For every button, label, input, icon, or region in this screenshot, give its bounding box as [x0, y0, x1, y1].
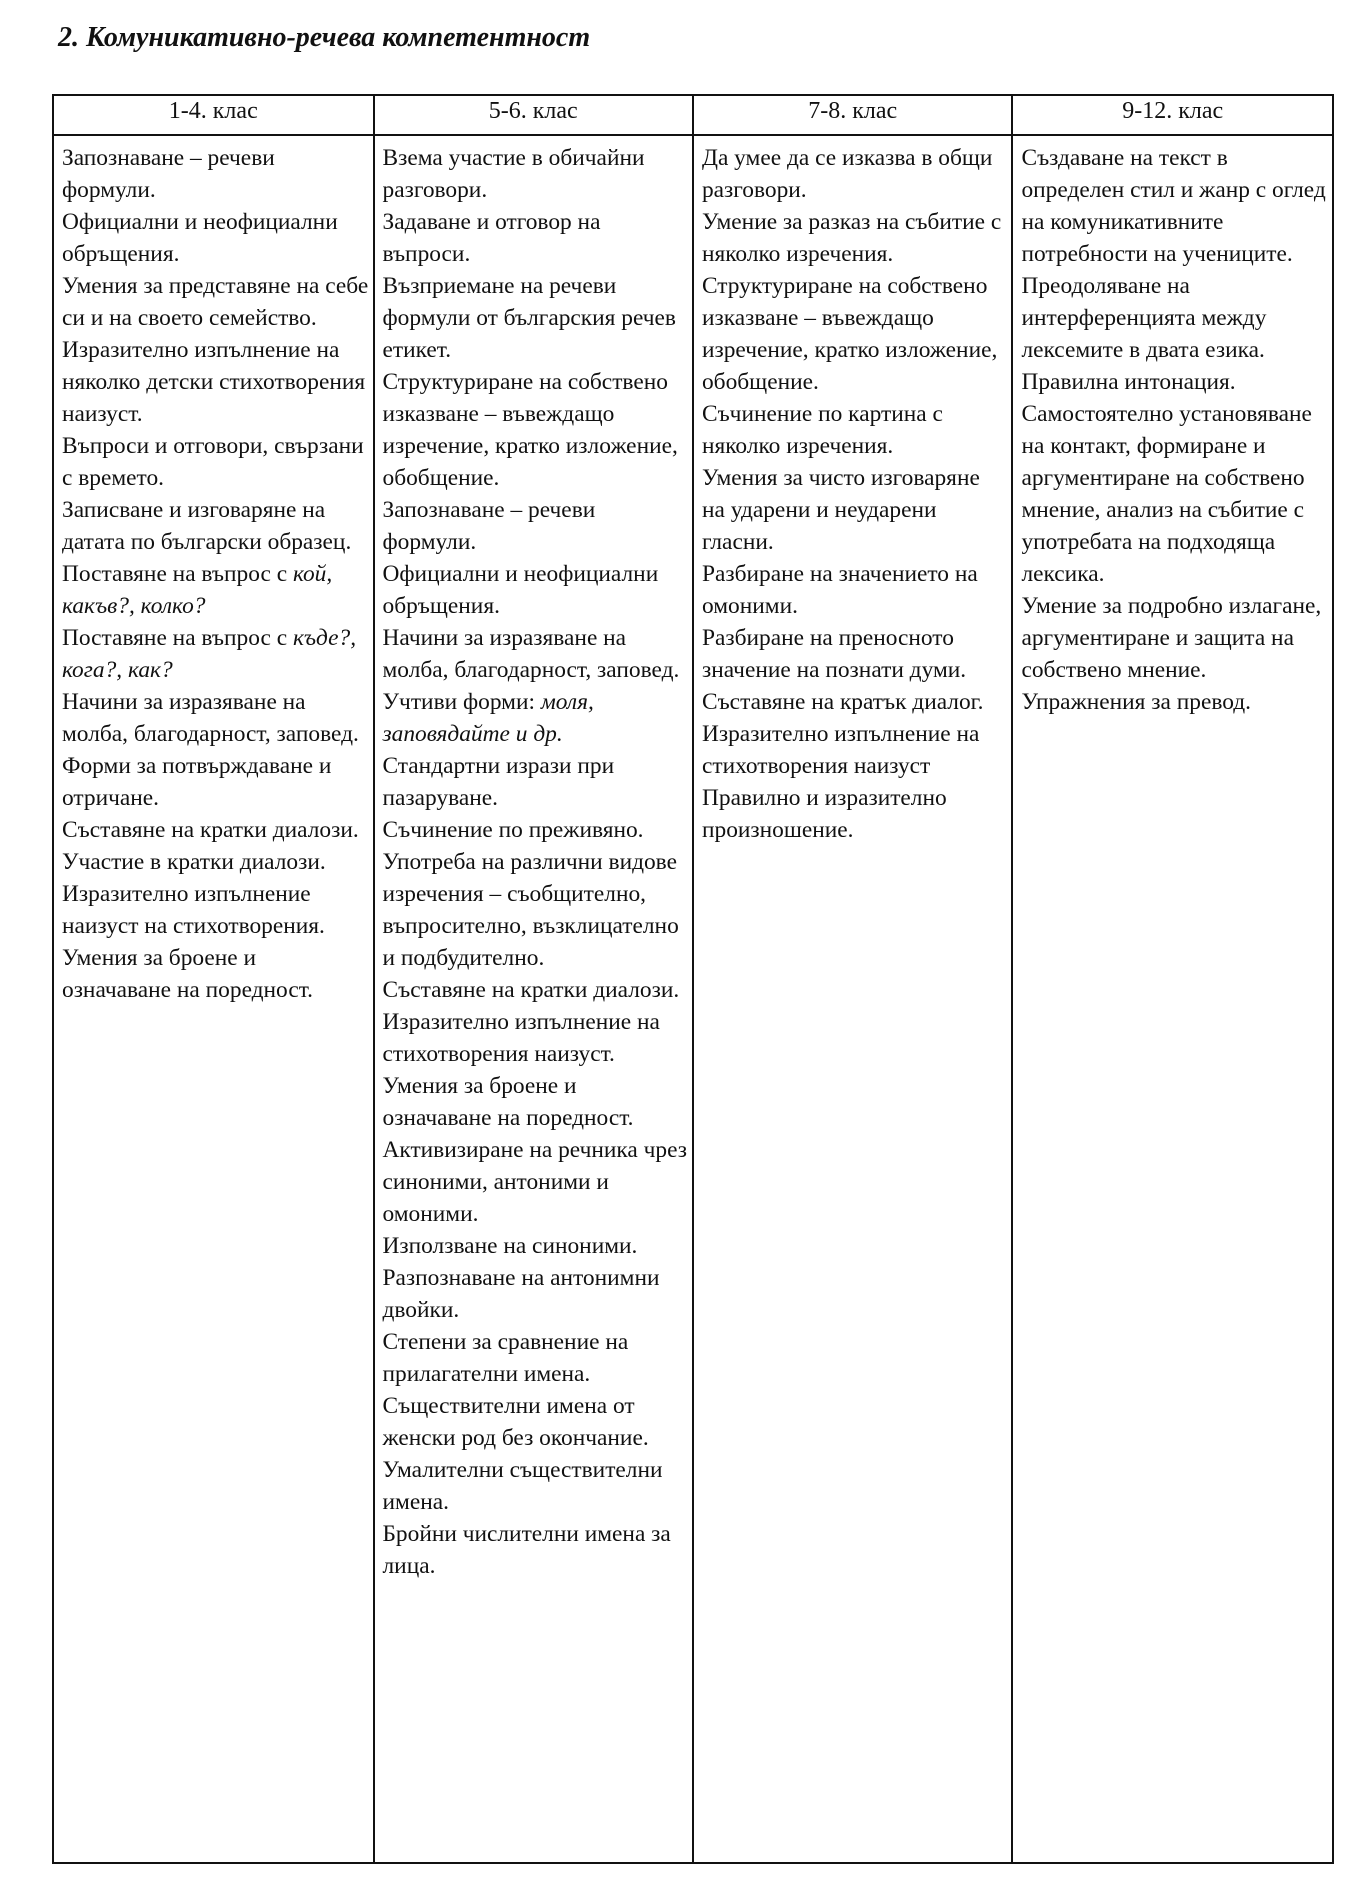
list-item: [62, 430, 369, 494]
list-item: [1021, 366, 1328, 398]
list-item: [1021, 142, 1328, 270]
item-text: Структуриране на собствено изказване – въвеждащо изречение, кратко изложение, обобщение.: [701, 273, 998, 395]
item-text: Разпознаване на антонимни двойки.: [382, 1265, 660, 1323]
list-item: [383, 206, 688, 270]
column-header-grades-7-8: 7-8. клас: [693, 95, 1012, 135]
item-text: Умения за чисто изговаряне на ударени и неударени гласни.: [701, 465, 980, 555]
item-text: Самостоятелно установяване на контакт, формиране и аргументиране на собствено мнение, анализ на събитие с употребата на подходяща лексика.: [1021, 401, 1312, 587]
item-text: Начини за изразяване на молба, благодарност, заповед.: [62, 689, 359, 747]
content-row: [53, 135, 1333, 1863]
list-item: [383, 846, 688, 974]
list-item: [62, 622, 369, 686]
list-item: [1021, 270, 1328, 366]
list-item: [702, 622, 1007, 686]
item-text: Изразително изпълнение на стихотворения наизуст Правилно и изразително произношение.: [701, 721, 980, 843]
item-text: Въпроси и отговори, свързани с времето.: [62, 433, 364, 491]
list-item: [383, 1518, 688, 1582]
item-text: Изразително изпълнение на стихотворения наизуст. Умения за броене и означаване на поредност.: [382, 1009, 660, 1131]
item-emphasis: кой, какъв?, колко?: [62, 561, 333, 619]
column-header-grades-9-12: 9-12. клас: [1012, 95, 1333, 135]
item-text: Използване на синоними.: [382, 1233, 638, 1259]
list-item: [62, 750, 369, 814]
skill-list: [702, 142, 1007, 846]
list-item: [383, 750, 688, 814]
list-item: [383, 622, 688, 686]
item-text: Преодоляване на интерференцията между лексемите в двата езика.: [1021, 273, 1267, 363]
item-text: Съставяне на кратки диалози.: [62, 817, 359, 843]
item-text: Умения за броене и означаване на поредност.: [62, 945, 314, 1003]
list-item: [702, 686, 1007, 718]
item-text: Умения за представяне на себе си и на своето семейство.: [62, 273, 369, 331]
list-item: [383, 494, 688, 558]
list-item: [383, 1134, 688, 1230]
item-text: Съставяне на кратък диалог.: [701, 689, 984, 715]
item-text: Разбиране на значението на омоними.: [701, 561, 978, 619]
list-item: [62, 558, 369, 622]
list-item: [383, 814, 688, 846]
item-text: Поставяне на въпрос с: [62, 561, 293, 587]
column-header-grades-1-4: 1-4. клас: [53, 95, 374, 135]
item-text: Форми за потвърждаване и отричане.: [62, 753, 332, 811]
list-item: [62, 686, 369, 750]
list-item: [62, 142, 369, 206]
list-item: [62, 814, 369, 846]
item-text: Съставяне на кратки диалози.: [382, 977, 680, 1003]
skill-list: [383, 142, 688, 1582]
list-item: [702, 558, 1007, 622]
item-text: Задаване и отговор на въпроси.: [382, 209, 601, 267]
list-item: [383, 1230, 688, 1262]
list-item: [62, 334, 369, 430]
item-text: Участие в кратки диалози.: [62, 849, 326, 875]
item-text: Изразително изпълнение на няколко детски стихотворения наизуст.: [62, 337, 366, 427]
list-item: [62, 206, 369, 270]
item-text: Степени за сравнение на прилагателни имена.: [382, 1329, 629, 1387]
column-header-grades-5-6: 5-6. клас: [374, 95, 693, 135]
column-cell-grades-9-12: [1012, 135, 1333, 1863]
item-text: Структуриране на собствено изказване – въвеждащо изречение, кратко изложение, обобщение.: [382, 369, 678, 491]
item-text: Запознаване – речеви формули.: [62, 145, 275, 203]
list-item: [383, 142, 688, 206]
list-item: [62, 942, 369, 1006]
list-item: [1021, 686, 1328, 718]
item-text: Съчинение по преживяно.: [382, 817, 644, 843]
list-item: [383, 1006, 688, 1134]
item-emphasis: къде?, кога?, как?: [62, 625, 357, 683]
item-text: Съчинение по картина с няколко изречения.: [701, 401, 943, 459]
item-text: Учтиви форми:: [382, 689, 541, 715]
list-item: [1021, 590, 1328, 686]
column-cell-grades-5-6: [374, 135, 693, 1863]
item-text: Официални и неофициални обръщения.: [62, 209, 338, 267]
item-text: Активизиране на речника чрез синоними, антоними и омоними.: [382, 1137, 687, 1227]
curriculum-table: [52, 94, 1334, 1864]
item-text: Употреба на различни видове изречения – съобщително, въпросително, възклицателно и подбудително.: [382, 849, 679, 971]
list-item: [702, 718, 1007, 846]
skill-list: [1021, 142, 1328, 718]
item-text: Стандартни изрази при пазаруване.: [382, 753, 615, 811]
list-item: [383, 974, 688, 1006]
list-item: [702, 142, 1007, 206]
list-item: [383, 1390, 688, 1454]
list-item: [702, 270, 1007, 398]
list-item: [62, 846, 369, 878]
list-item: [383, 558, 688, 622]
item-text: Умение за разказ на събитие с няколко изречения.: [701, 209, 1002, 267]
item-text: Бройни числителни имена за лица.: [382, 1521, 671, 1579]
column-cell-grades-7-8: [693, 135, 1012, 1863]
list-item: [383, 1262, 688, 1326]
item-text: Разбиране на преносното значение на познати думи.: [701, 625, 967, 683]
list-item: [62, 494, 369, 558]
list-item: [1021, 398, 1328, 590]
item-text: Умалителни съществителни имена.: [382, 1457, 663, 1515]
item-text: Поставяне на въпрос с: [62, 625, 293, 651]
list-item: [62, 270, 369, 334]
list-item: [702, 206, 1007, 270]
skill-list: [62, 142, 369, 1006]
item-text: Начини за изразяване на молба, благодарност, заповед.: [382, 625, 680, 683]
item-text: Възприемане на речеви формули от българския речев етикет.: [382, 273, 676, 363]
list-item: [702, 398, 1007, 462]
item-text: Официални и неофициални обръщения.: [382, 561, 659, 619]
item-text: Създаване на текст в определен стил и жанр с оглед на комуникативните потребности на учениците.: [1021, 145, 1326, 267]
item-text: Взема участие в обичайни разговори.: [382, 145, 645, 203]
item-text: Запознаване – речеви формули.: [382, 497, 596, 555]
item-text: Изразително изпълнение наизуст на стихотворения.: [62, 881, 325, 939]
header-row: [53, 95, 1333, 135]
item-text: Да умее да се изказва в общи разговори.: [701, 145, 993, 203]
item-text: Упражнения за превод.: [1021, 689, 1251, 715]
page-title: 2. Комуникативно-речева компетентност: [58, 22, 591, 53]
list-item: [702, 462, 1007, 558]
list-item: [383, 686, 688, 750]
item-text: Умение за подробно излагане, аргументиране и защита на собствено мнение.: [1021, 593, 1322, 683]
item-text: Записване и изговаряне на датата по български образец.: [62, 497, 352, 555]
item-text: Съществителни имена от женски род без окончание.: [382, 1393, 649, 1451]
list-item: [383, 270, 688, 366]
item-text: Правилна интонация.: [1021, 369, 1236, 395]
list-item: [62, 878, 369, 942]
item-emphasis: моля, заповядайте и др.: [382, 689, 594, 747]
list-item: [383, 1454, 688, 1518]
list-item: [383, 1326, 688, 1390]
list-item: [383, 366, 688, 494]
column-cell-grades-1-4: [53, 135, 374, 1863]
